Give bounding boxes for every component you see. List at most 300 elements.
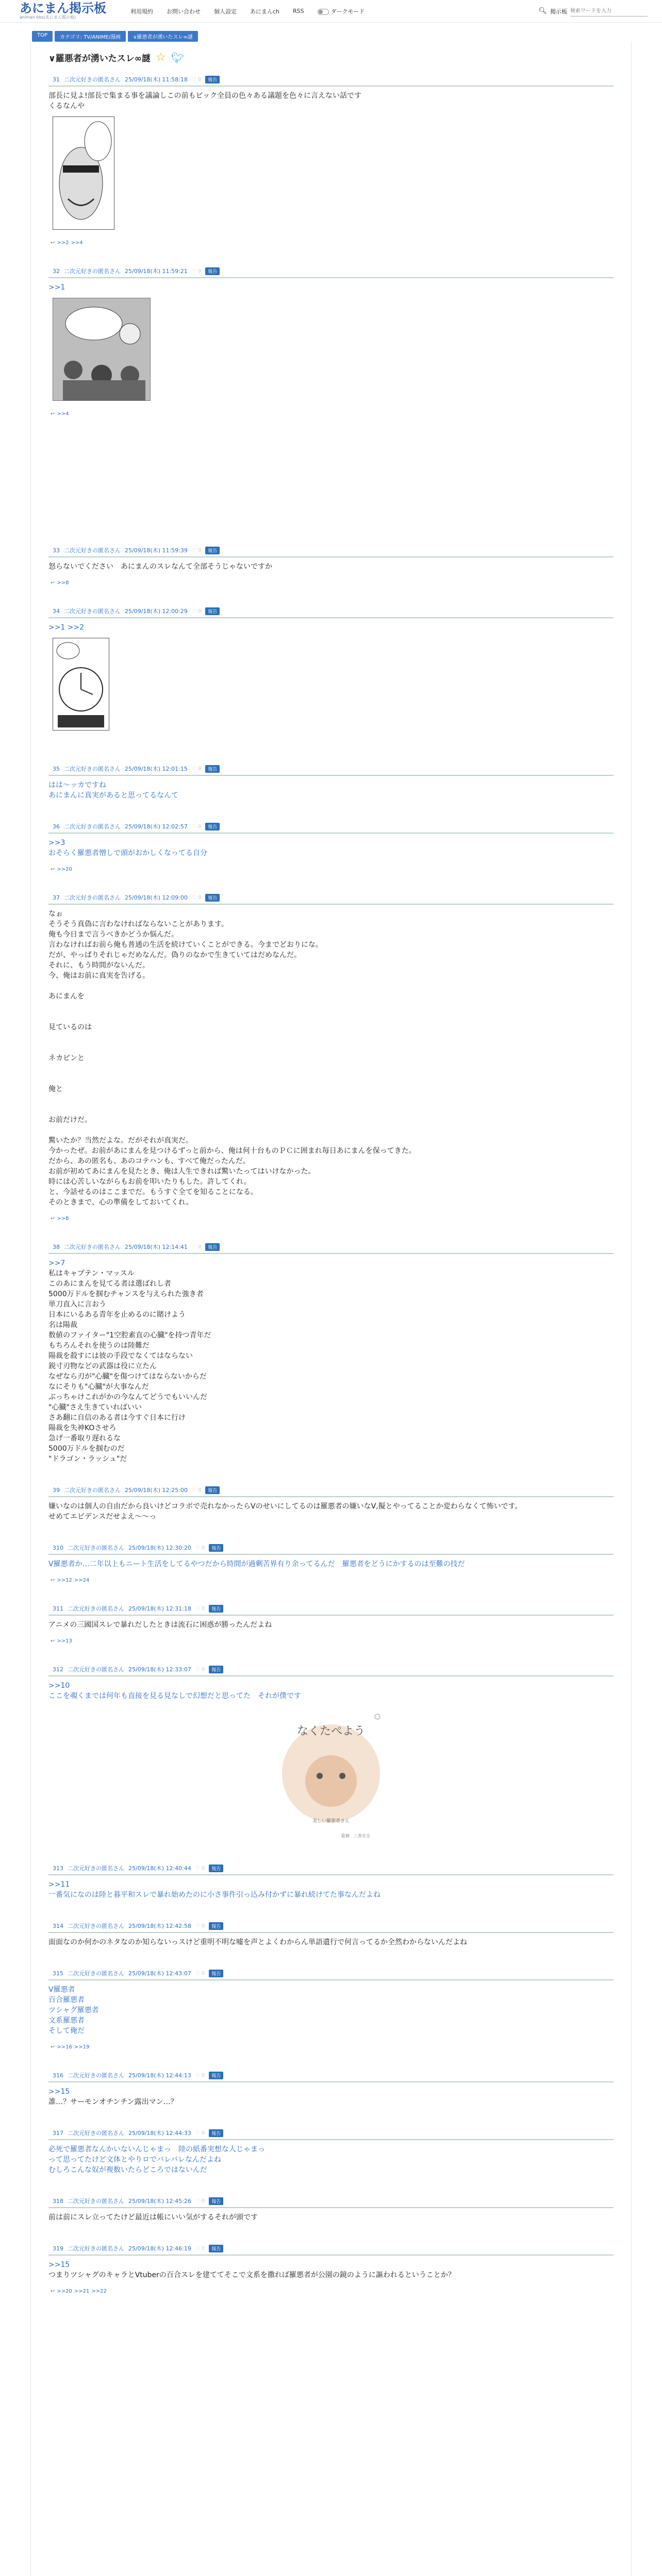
search-input[interactable] xyxy=(570,6,648,16)
post-date: 25/09/18(木) 11:59:39 xyxy=(125,547,188,554)
report-button[interactable]: 報告 xyxy=(209,2197,223,2205)
reply-icon[interactable]: ↩ xyxy=(51,1638,55,1644)
heart-icon: ♡ xyxy=(191,766,198,772)
reply-link[interactable]: >>13 xyxy=(57,1638,72,1644)
post-header xyxy=(48,1544,614,1555)
post-number[interactable]: 31 xyxy=(53,76,60,83)
reply-icon[interactable]: ↩ xyxy=(51,1216,55,1222)
heart-icon: ♡ xyxy=(195,2198,202,2204)
post-link-line[interactable]: >>3 xyxy=(48,839,65,847)
report-button[interactable]: 報告 xyxy=(205,894,220,902)
post-author: 二次元好きの匿名さん xyxy=(68,2245,124,2252)
post-footer xyxy=(48,403,614,434)
nav-item-contact[interactable]: お問い合わせ xyxy=(167,8,201,15)
post-text-line: なにそりも"心臓"が大事なんだ xyxy=(48,1383,149,1391)
report-button[interactable]: 報告 xyxy=(205,547,220,554)
post-footer xyxy=(48,2223,614,2240)
report-button[interactable]: 報告 xyxy=(205,267,220,275)
twitter-share-icon[interactable]: 🐦︎ xyxy=(171,51,185,64)
post-header xyxy=(48,1486,614,1497)
reply-link[interactable]: >>8 xyxy=(57,580,69,586)
heart-icon: ♡ xyxy=(195,1605,202,1612)
search-scope-label[interactable]: 掲示板 xyxy=(550,8,567,15)
breadcrumb-category[interactable]: カテゴリ: TV/ANIME/漫画 xyxy=(55,31,126,42)
like-button[interactable] xyxy=(195,1866,205,1871)
post-text-line: だが、やっぱりそれじゃだめなんだ。偽りのなかで生きていてはだめなんだ。 xyxy=(48,951,301,959)
post-date: 25/09/18(木) 12:44:13 xyxy=(128,2072,191,2079)
post-number[interactable]: 310 xyxy=(53,1544,63,1551)
like-button[interactable] xyxy=(192,608,202,614)
report-button[interactable]: 報告 xyxy=(209,1865,223,1872)
post-text-line xyxy=(48,1105,614,1115)
post-text-line: 陽裁を殺すには彼の手段でなくてはならない xyxy=(48,1352,193,1360)
post-body xyxy=(48,618,614,633)
post-body xyxy=(48,1676,614,1701)
post-body xyxy=(48,1254,614,1464)
post-number[interactable]: 316 xyxy=(53,2072,63,2079)
post-header xyxy=(48,267,614,278)
report-button[interactable]: 報告 xyxy=(205,823,220,831)
reply-link[interactable]: >>19 xyxy=(74,2044,90,2050)
like-count: 0 xyxy=(202,1545,205,1551)
post-link-line[interactable]: >>1 xyxy=(48,283,65,292)
reply-icon[interactable]: ↩ xyxy=(51,867,55,872)
post-text-line: 名は陽裁 xyxy=(48,1321,77,1329)
report-button[interactable]: 報告 xyxy=(209,2129,223,2137)
post xyxy=(48,822,614,889)
like-button[interactable] xyxy=(195,1667,205,1672)
post-text-line: せめてエビデンスだせよえ〜〜っ xyxy=(48,1513,157,1521)
reply-icon[interactable]: ↩ xyxy=(51,411,55,417)
post-body xyxy=(48,278,614,293)
post-text-line xyxy=(48,1074,614,1084)
like-count: 0 xyxy=(202,1865,205,1871)
post-link-line[interactable]: そして俺だ xyxy=(48,2027,85,2035)
post-text-line xyxy=(48,1043,614,1053)
post-text-line: 見ているのは xyxy=(48,1023,92,1031)
report-button[interactable]: 報告 xyxy=(209,1666,223,1673)
post-author: 二次元好きの匿名さん xyxy=(64,766,121,772)
like-button[interactable] xyxy=(195,1971,205,1976)
breadcrumb-top[interactable]: TOP xyxy=(32,31,53,42)
post-date: 25/09/18(木) 12:02:57 xyxy=(125,823,188,830)
heart-icon: ♡ xyxy=(191,608,198,614)
heart-icon: ♡ xyxy=(191,823,198,829)
post-text-line: 誰…？サーモンオチンチン露出マン…？ xyxy=(48,2098,178,2106)
post xyxy=(48,546,614,603)
post-header xyxy=(48,2197,614,2208)
post-footer xyxy=(48,1842,614,1860)
post-text-line: 時には心苦しいながらもお前を叩いたりもした。許してくれ。 xyxy=(48,1178,251,1186)
post-body xyxy=(48,776,614,801)
post-author: 二次元好きの匿名さん xyxy=(64,894,121,901)
heart-icon: ♡ xyxy=(195,2072,202,2078)
reply-link[interactable]: >>20 xyxy=(57,867,72,872)
like-count: 0 xyxy=(198,894,202,901)
like-count: 0 xyxy=(202,2245,205,2251)
post-text-line: 面面なのか何かのネタなのか知らないっスけど重明不明な嘘を声とよくわからん単語遺行で何言ってるか全然わからないんだよね xyxy=(48,1938,467,1946)
breadcrumb-thread[interactable]: ∨羅悪者が湧いたスレ∞謎 xyxy=(128,31,198,42)
post-text-line: なぉ xyxy=(48,910,63,918)
search-icon[interactable]: 🔍︎ xyxy=(538,7,547,15)
post-number[interactable]: 311 xyxy=(53,1605,63,1612)
post-number[interactable]: 39 xyxy=(53,1486,60,1494)
post-link-line[interactable]: >>1 >>2 xyxy=(48,623,85,632)
post-body xyxy=(48,834,614,858)
post-date: 25/09/18(木) 12:33:07 xyxy=(128,1666,191,1673)
post-text-line: 驚いたか？当然だよな。だがそれが真実だ。 xyxy=(48,1137,193,1145)
reply-link[interactable]: >>2 xyxy=(57,240,69,246)
like-button[interactable] xyxy=(195,1923,205,1929)
report-button[interactable]: 報告 xyxy=(209,2245,223,2252)
post-number[interactable]: 33 xyxy=(53,547,60,554)
dark-mode-toggle[interactable] xyxy=(318,7,365,15)
like-count: 0 xyxy=(198,76,202,82)
heart-icon: ♡ xyxy=(191,268,198,274)
post-author: 二次元好きの匿名さん xyxy=(68,2198,124,2205)
search-area xyxy=(538,6,648,16)
post-footer xyxy=(48,733,614,750)
like-count: 0 xyxy=(198,1244,202,1250)
post-text-line: このあにまんを見てる者は選ばれし者 xyxy=(48,1280,171,1288)
report-button[interactable]: 報告 xyxy=(209,1605,223,1613)
like-button[interactable] xyxy=(195,1545,205,1551)
report-button[interactable]: 報告 xyxy=(209,2072,223,2079)
post xyxy=(48,2071,614,2125)
manga-panel-image[interactable] xyxy=(53,116,114,230)
heart-icon: ♡ xyxy=(191,1487,198,1493)
like-button[interactable] xyxy=(192,766,202,772)
post-header xyxy=(48,75,614,87)
post-author: 二次元好きの匿名さん xyxy=(64,1487,121,1494)
post-text-line: 今、俺はお前に真実を告げる。 xyxy=(48,972,150,980)
post xyxy=(48,2244,614,2311)
post-spacer xyxy=(48,750,614,760)
post xyxy=(48,1864,614,1918)
heart-icon: ♡ xyxy=(195,1545,202,1551)
site-logo[interactable] xyxy=(20,2,107,20)
reply-link[interactable]: >>22 xyxy=(91,2289,107,2294)
post-body xyxy=(48,1875,614,1900)
post-number[interactable]: 32 xyxy=(53,267,60,275)
reply-icon[interactable]: ↩ xyxy=(51,2044,55,2050)
post-text-line: "心臓"さえ生きていればいい xyxy=(48,1403,142,1412)
post-number[interactable]: 319 xyxy=(53,2245,63,2252)
post-footer xyxy=(48,2036,614,2067)
site-header xyxy=(0,0,662,23)
post-author: 二次元好きの匿名さん xyxy=(64,268,121,275)
like-button[interactable] xyxy=(192,824,202,829)
post-text-line xyxy=(48,981,614,991)
post-date: 25/09/18(木) 12:31:18 xyxy=(128,1605,191,1612)
post-text-line: 数値のファイター"1空腔素直の心臓"を持つ青年だ xyxy=(48,1331,211,1340)
reply-link[interactable]: >>21 xyxy=(74,2289,90,2294)
post-link-line[interactable]: 一番気になのは陸と暮平和スレで暴れ始めたのに小さ事件引っ込み付かずに暴れ続けてた事なんだよね xyxy=(48,1891,380,1899)
heart-icon: ♡ xyxy=(191,76,198,82)
post-link-line[interactable]: 百合羅悪者 xyxy=(48,1996,85,2004)
post-text-line: ネカピンと xyxy=(48,1054,85,1062)
post-header xyxy=(48,822,614,834)
like-button[interactable] xyxy=(195,2198,205,2204)
post-footer xyxy=(48,2175,614,2193)
reply-link[interactable]: >>4 xyxy=(71,240,83,246)
like-button[interactable] xyxy=(195,2246,205,2251)
post-link-line[interactable]: ここを覗くまでは何年も直接を見る見なしで幻想だと思ってた それが僕です xyxy=(48,1692,301,1700)
post-number[interactable]: 312 xyxy=(53,1666,63,1673)
post-text-line: 日本にいるある青年を止めるのに賭けよう xyxy=(48,1311,186,1319)
report-button[interactable]: 報告 xyxy=(209,1970,223,1977)
post xyxy=(48,1922,614,1965)
post-text-line: だから、あの匿名も、あのコテハンも、すべて俺だったんだ。 xyxy=(48,1157,250,1165)
heart-icon: ♡ xyxy=(195,2245,202,2251)
page-title: ∨羅悪者が湧いたスレ∞謎 xyxy=(48,54,151,64)
post xyxy=(48,1243,614,1482)
like-count: 0 xyxy=(198,766,202,772)
post-number[interactable]: 317 xyxy=(53,2129,63,2137)
post xyxy=(48,1544,614,1600)
post-body xyxy=(48,2140,614,2175)
post-text-line: なぜなら刃が"心臓"を傷つけてはならないからだ xyxy=(48,1372,207,1381)
post-number[interactable]: 314 xyxy=(53,1922,63,1929)
post-link-line[interactable]: V羅悪者 xyxy=(48,1986,75,1994)
book-credit-text: 監修 三香至圭 xyxy=(341,1834,370,1838)
like-count: 0 xyxy=(198,608,202,614)
like-count: 0 xyxy=(198,823,202,829)
like-button[interactable] xyxy=(192,268,202,274)
post-body xyxy=(48,557,614,572)
like-button[interactable] xyxy=(195,1606,205,1612)
post-text-line: 5000万ドルを掴むチャンスを与えられた強き者 xyxy=(48,1290,204,1298)
post-text-line: 5000万ドルを掴むのだ xyxy=(48,1445,125,1453)
post-number[interactable]: 313 xyxy=(53,1865,63,1872)
book-cover-image[interactable] xyxy=(264,1711,398,1840)
post-link-line[interactable]: って思ってたけど文体とやりロでバレバレなんだよね xyxy=(48,2156,222,2164)
post-text-line: お前が初めてあにまんを見たとき、俺は人生できれば驚いたってはいけなかった。 xyxy=(48,1167,316,1176)
nav-item-settings[interactable]: 個人設定 xyxy=(214,8,237,15)
post-link-line[interactable]: >>7 xyxy=(48,1259,65,1267)
like-count: 0 xyxy=(198,268,202,274)
post-author: 二次元好きの匿名さん xyxy=(68,1545,124,1551)
report-button[interactable]: 報告 xyxy=(209,1922,223,1930)
post xyxy=(48,1486,614,1539)
post-link-line[interactable]: >>15 xyxy=(48,2261,70,2269)
post-body xyxy=(48,1933,614,1947)
post-text-line: さあ翻に自信のある者は今すぐ日本に行け xyxy=(48,1414,186,1422)
post-link-line[interactable]: はは～ッカですね xyxy=(48,781,106,789)
post-date: 25/09/18(木) 11:58:18 xyxy=(125,76,188,83)
post-link-line[interactable]: おそらく羅悪者憎しで頭がおかしくなってる自分 xyxy=(48,849,207,857)
report-button[interactable]: 報告 xyxy=(205,1243,220,1251)
post-date: 25/09/18(木) 12:45:26 xyxy=(128,2198,191,2205)
logo-main: あにまん掲示板 xyxy=(20,1,106,15)
post-body xyxy=(48,87,614,111)
book-subtitle-text: 美しい羅悪者さん xyxy=(312,1819,350,1824)
post-date: 25/09/18(木) 12:09:00 xyxy=(125,894,188,901)
heart-icon: ♡ xyxy=(195,1865,202,1871)
reply-link[interactable]: >>20 xyxy=(57,2289,72,2294)
like-count: 0 xyxy=(202,1970,205,1976)
post-text-line: そのときまで、心の準備をしておいてくれ。 xyxy=(48,1198,193,1207)
manga-clock-image[interactable] xyxy=(53,638,109,731)
like-count: 0 xyxy=(202,1666,205,1672)
post xyxy=(48,607,614,760)
post-text-line: 嫌いなのは個人の自由だから良いけどコラボで売れなかったらVのせいにしてるのは羅悪者の嫌いなV,擬とやってることか変わらなくて怖いです。 xyxy=(48,1502,522,1511)
report-button[interactable]: 報告 xyxy=(205,1486,220,1494)
reply-icon[interactable]: ↩ xyxy=(51,1578,55,1583)
post-text-line: 俺と xyxy=(48,1085,63,1093)
post-date: 25/09/18(木) 12:40:44 xyxy=(128,1865,191,1872)
report-button[interactable]: 報告 xyxy=(205,76,220,83)
post-date: 25/09/18(木) 12:30:20 xyxy=(128,1545,191,1551)
like-button[interactable] xyxy=(195,2073,205,2078)
thread-container xyxy=(30,42,632,2576)
meme-image[interactable] xyxy=(53,298,151,401)
reply-icon[interactable]: ↩ xyxy=(51,580,55,586)
post-text-line: 急げ一番取り遅れるな xyxy=(48,1434,121,1443)
post-text-line: もちろんそれを使うのは陸難だ xyxy=(48,1342,150,1350)
post-list xyxy=(48,75,614,2311)
post-number[interactable]: 35 xyxy=(53,765,60,772)
post-author: 二次元好きの匿名さん xyxy=(64,547,121,554)
post-link-line[interactable]: V羅悪者か…二年以上もニート生活をしてるやつだから時間が過剰苦界有り余ってるんだ 羅悪者をどうにかするのは至難の技だ xyxy=(48,1560,465,1568)
post xyxy=(48,1665,614,1860)
post-text-line xyxy=(48,1094,614,1105)
post-link-line[interactable]: むしろこんな奴が複数いたらどころではないんだ xyxy=(48,2166,207,2174)
post-author: 二次元好きの匿名さん xyxy=(68,2130,124,2137)
reply-icon[interactable]: ↩ xyxy=(51,2289,55,2294)
post-text-line: 鋭寸刃物などの武器は役に立たん xyxy=(48,1362,157,1370)
post-link-line[interactable]: >>11 xyxy=(48,1880,70,1889)
nav-item-terms[interactable]: 利用規約 xyxy=(130,8,153,15)
reply-link[interactable]: >>12 xyxy=(57,1578,72,1583)
post-link-line[interactable]: ツシャグ羅悪者 xyxy=(48,2006,99,2014)
report-button[interactable]: 報告 xyxy=(209,1544,223,1552)
like-button[interactable] xyxy=(192,77,202,82)
like-button[interactable] xyxy=(192,548,202,553)
post xyxy=(48,75,614,263)
post-body xyxy=(48,2256,614,2280)
report-button[interactable]: 報告 xyxy=(205,765,220,773)
reply-link[interactable]: >>4 xyxy=(57,411,69,417)
post-date: 25/09/18(木) 12:14:41 xyxy=(125,1244,188,1250)
post-author: 二次元好きの匿名さん xyxy=(64,76,121,83)
post-header xyxy=(48,1604,614,1616)
heart-icon: ♡ xyxy=(195,2130,202,2136)
post-spacer xyxy=(48,434,614,542)
reply-link[interactable]: >>8 xyxy=(57,1216,69,1222)
like-button[interactable] xyxy=(192,1487,202,1493)
reply-icon[interactable]: ↩ xyxy=(51,240,55,246)
post-header xyxy=(48,765,614,776)
reply-link[interactable]: >>24 xyxy=(74,1578,90,1583)
post-body xyxy=(48,1555,614,1569)
post-number[interactable]: 38 xyxy=(53,1243,60,1250)
post-header xyxy=(48,1665,614,1676)
post-header xyxy=(48,1922,614,1933)
nav-item-animanch[interactable]: あにまんch xyxy=(250,8,280,15)
report-button[interactable]: 報告 xyxy=(205,607,220,615)
heart-icon: ♡ xyxy=(191,894,198,901)
top-nav xyxy=(130,7,365,15)
post-text-line: アニメの三國国スレで暴れだしたときは流石に困惑が勝ったんだよね xyxy=(48,1621,272,1629)
reply-link[interactable]: >>16 xyxy=(57,2044,72,2050)
like-count: 0 xyxy=(198,1487,202,1493)
post-header xyxy=(48,2071,614,2082)
post-header xyxy=(48,1243,614,1254)
like-count: 0 xyxy=(202,2072,205,2078)
post-image-holder xyxy=(48,1701,614,1842)
post-number[interactable]: 36 xyxy=(53,823,60,830)
favorite-star-icon[interactable]: ☆ xyxy=(155,51,166,64)
post-author: 二次元好きの匿名さん xyxy=(64,823,121,830)
post xyxy=(48,765,614,818)
post-date: 25/09/18(木) 12:43:07 xyxy=(128,1970,191,1977)
post-number[interactable]: 318 xyxy=(53,2197,63,2205)
post-body xyxy=(48,1616,614,1630)
post-text-line: そうそう真偽に言わなければならないことがあります。 xyxy=(48,920,228,928)
heart-icon: ♡ xyxy=(191,547,198,553)
logo-sub: animan bbs(あにまん掲示板) xyxy=(20,15,76,20)
like-button[interactable] xyxy=(192,1244,202,1250)
post-footer xyxy=(48,2280,614,2311)
post-link-line[interactable]: >>10 xyxy=(48,1682,70,1690)
post-text-line: 怒らないでください あにまんのスレなんて全部そうじゃないですか xyxy=(48,563,272,571)
post xyxy=(48,893,614,1239)
post-footer xyxy=(48,1630,614,1661)
post-footer xyxy=(48,2107,614,2125)
post-body xyxy=(48,2082,614,2107)
post-author: 二次元好きの匿名さん xyxy=(68,1666,124,1673)
post-text-line: 言わなければお前ら俺も普通の生活を続けていくことができる。今までどおりにな。 xyxy=(48,941,323,949)
post-number[interactable]: 34 xyxy=(53,607,60,615)
like-button[interactable] xyxy=(195,2130,205,2136)
post-body xyxy=(48,1980,614,2036)
post-footer xyxy=(48,1208,614,1239)
post-text-line: くるなんや xyxy=(48,102,85,110)
post-link-line[interactable]: あにまんに真実があると思ってるなんて xyxy=(48,791,178,800)
like-button[interactable] xyxy=(192,895,202,901)
post-link-line[interactable]: >>15 xyxy=(48,2088,70,2096)
like-count: 0 xyxy=(202,2198,205,2204)
post-header xyxy=(48,546,614,557)
post xyxy=(48,2129,614,2193)
post-header xyxy=(48,1969,614,1980)
post-footer xyxy=(48,858,614,889)
post-footer xyxy=(48,801,614,818)
thread-title-row xyxy=(48,42,614,71)
post-author: 二次元好きの匿名さん xyxy=(64,1244,121,1250)
post-date: 25/09/18(木) 11:59:21 xyxy=(125,268,188,275)
post-header xyxy=(48,2244,614,2256)
nav-item-rss[interactable]: RSS xyxy=(293,8,304,14)
post-author: 二次元好きの匿名さん xyxy=(68,1970,124,1977)
post-author: 二次元好きの匿名さん xyxy=(64,608,121,615)
post-author: 二次元好きの匿名さん xyxy=(68,1865,124,1872)
post-date: 25/09/18(木) 12:01:15 xyxy=(125,766,188,772)
post-text-line: ぶっちゃけこれがかの今なんてどうでもいいんだ xyxy=(48,1393,207,1401)
post-footer xyxy=(48,1464,614,1482)
post-header xyxy=(48,1864,614,1875)
post-text-line: 前は前にスレ立ってたけど最近は帳にいい気がするそれが頭です xyxy=(48,2213,258,2222)
post-link-line[interactable]: 必死で羅悪者なんかいないんじゃまっ 陸の紙番実想な人じゃまっ xyxy=(48,2145,265,2154)
post-header xyxy=(48,607,614,618)
post-number[interactable]: 37 xyxy=(53,894,60,901)
post xyxy=(48,2197,614,2240)
post-link-line[interactable]: 文系羅悪者 xyxy=(48,2016,85,2025)
post-text-line: 単刀直入に言おう xyxy=(48,1300,106,1309)
post-number[interactable]: 315 xyxy=(53,1970,63,1977)
post-body xyxy=(48,905,614,1208)
